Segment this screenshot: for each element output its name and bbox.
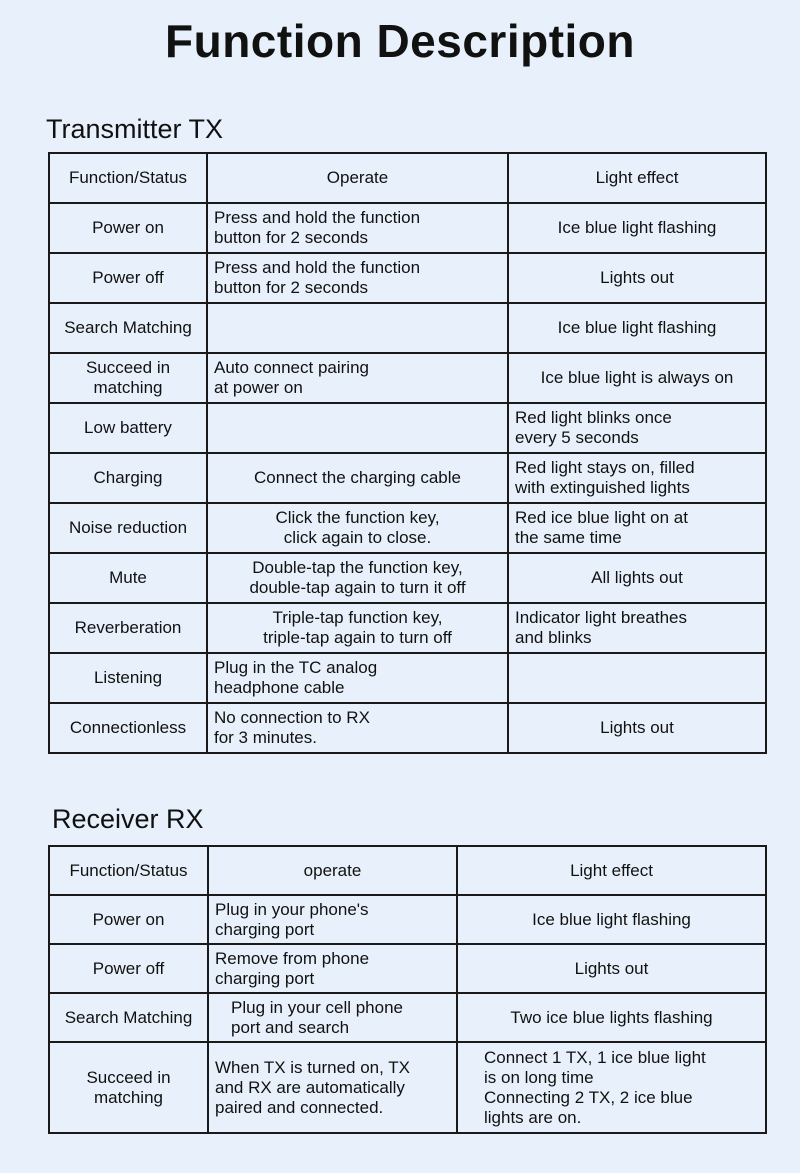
tx-section-title: Transmitter TX — [46, 114, 224, 144]
function-cell: Low battery — [49, 403, 207, 453]
light-effect-cell: Indicator light breathes and blinks — [508, 603, 766, 653]
operate-cell — [207, 403, 508, 453]
header-light-effect: Light effect — [508, 153, 766, 203]
function-cell: Succeed in matching — [49, 353, 207, 403]
header-operate: Operate — [207, 153, 508, 203]
table-row — [49, 353, 766, 403]
light-effect-cell: Ice blue light is always on — [508, 353, 766, 403]
header-light-effect: Light effect — [457, 846, 766, 895]
light-effect-cell: Lights out — [457, 944, 766, 993]
table-header-row — [49, 846, 766, 895]
function-cell: Charging — [49, 453, 207, 503]
table-row — [49, 253, 766, 303]
operate-cell: Press and hold the function button for 2 seconds — [207, 253, 508, 303]
operate-cell: No connection to RX for 3 minutes. — [207, 703, 508, 753]
table-row — [49, 303, 766, 353]
table-row — [49, 993, 766, 1042]
light-effect-cell: Ice blue light flashing — [457, 895, 766, 944]
operate-cell: Double-tap the function key, double-tap again to turn it off — [207, 553, 508, 603]
header-function-status: Function/Status — [49, 153, 207, 203]
operate-cell: Connect the charging cable — [207, 453, 508, 503]
light-effect-cell: Two ice blue lights flashing — [457, 993, 766, 1042]
light-effect-cell: Ice blue light flashing — [508, 303, 766, 353]
operate-cell: Plug in your phone's charging port — [208, 895, 457, 944]
table-row — [49, 703, 766, 753]
light-effect-cell: Red light blinks once every 5 seconds — [508, 403, 766, 453]
table-row — [49, 1042, 766, 1133]
function-cell: Mute — [49, 553, 207, 603]
operate-cell: Remove from phone charging port — [208, 944, 457, 993]
header-operate: operate — [208, 846, 457, 895]
light-effect-cell: All lights out — [508, 553, 766, 603]
function-cell: Power off — [49, 253, 207, 303]
tx-table — [48, 152, 767, 754]
light-effect-cell: Lights out — [508, 703, 766, 753]
function-cell: Power on — [49, 895, 208, 944]
rx-table — [48, 845, 767, 1134]
light-effect-cell: Red ice blue light on at the same time — [508, 503, 766, 553]
function-cell: Search Matching — [49, 993, 208, 1042]
function-cell: Connectionless — [49, 703, 207, 753]
function-cell: Search Matching — [49, 303, 207, 353]
page-title: Function Description — [165, 15, 635, 67]
table-row — [49, 553, 766, 603]
table-row — [49, 944, 766, 993]
table-row — [49, 453, 766, 503]
function-cell: Power off — [49, 944, 208, 993]
operate-cell: Triple-tap function key, triple-tap again to turn off — [207, 603, 508, 653]
header-function-status: Function/Status — [49, 846, 208, 895]
table-row — [49, 653, 766, 703]
table-row — [49, 603, 766, 653]
function-cell: Noise reduction — [49, 503, 207, 553]
operate-cell: Auto connect pairing at power on — [207, 353, 508, 403]
table-header-row — [49, 153, 766, 203]
operate-cell: Press and hold the function button for 2 seconds — [207, 203, 508, 253]
rx-section-title: Receiver RX — [52, 804, 204, 834]
operate-cell: Click the function key, click again to close. — [207, 503, 508, 553]
light-effect-cell: Red light stays on, filled with extinguished lights — [508, 453, 766, 503]
table-row — [49, 503, 766, 553]
operate-cell: When TX is turned on, TX and RX are automatically paired and connected. — [208, 1042, 457, 1133]
operate-cell — [207, 303, 508, 353]
table-row — [49, 895, 766, 944]
function-cell: Succeed in matching — [49, 1042, 208, 1133]
light-effect-cell: Ice blue light flashing — [508, 203, 766, 253]
light-effect-cell: Lights out — [508, 253, 766, 303]
table-row — [49, 403, 766, 453]
light-effect-cell — [508, 653, 766, 703]
operate-cell: Plug in the TC analog headphone cable — [207, 653, 508, 703]
table-row — [49, 203, 766, 253]
function-cell: Power on — [49, 203, 207, 253]
function-cell: Reverberation — [49, 603, 207, 653]
light-effect-cell: Connect 1 TX, 1 ice blue light is on long time Connecting 2 TX, 2 ice blue lights are on. — [457, 1042, 766, 1133]
function-cell: Listening — [49, 653, 207, 703]
operate-cell: Plug in your cell phone port and search — [208, 993, 457, 1042]
